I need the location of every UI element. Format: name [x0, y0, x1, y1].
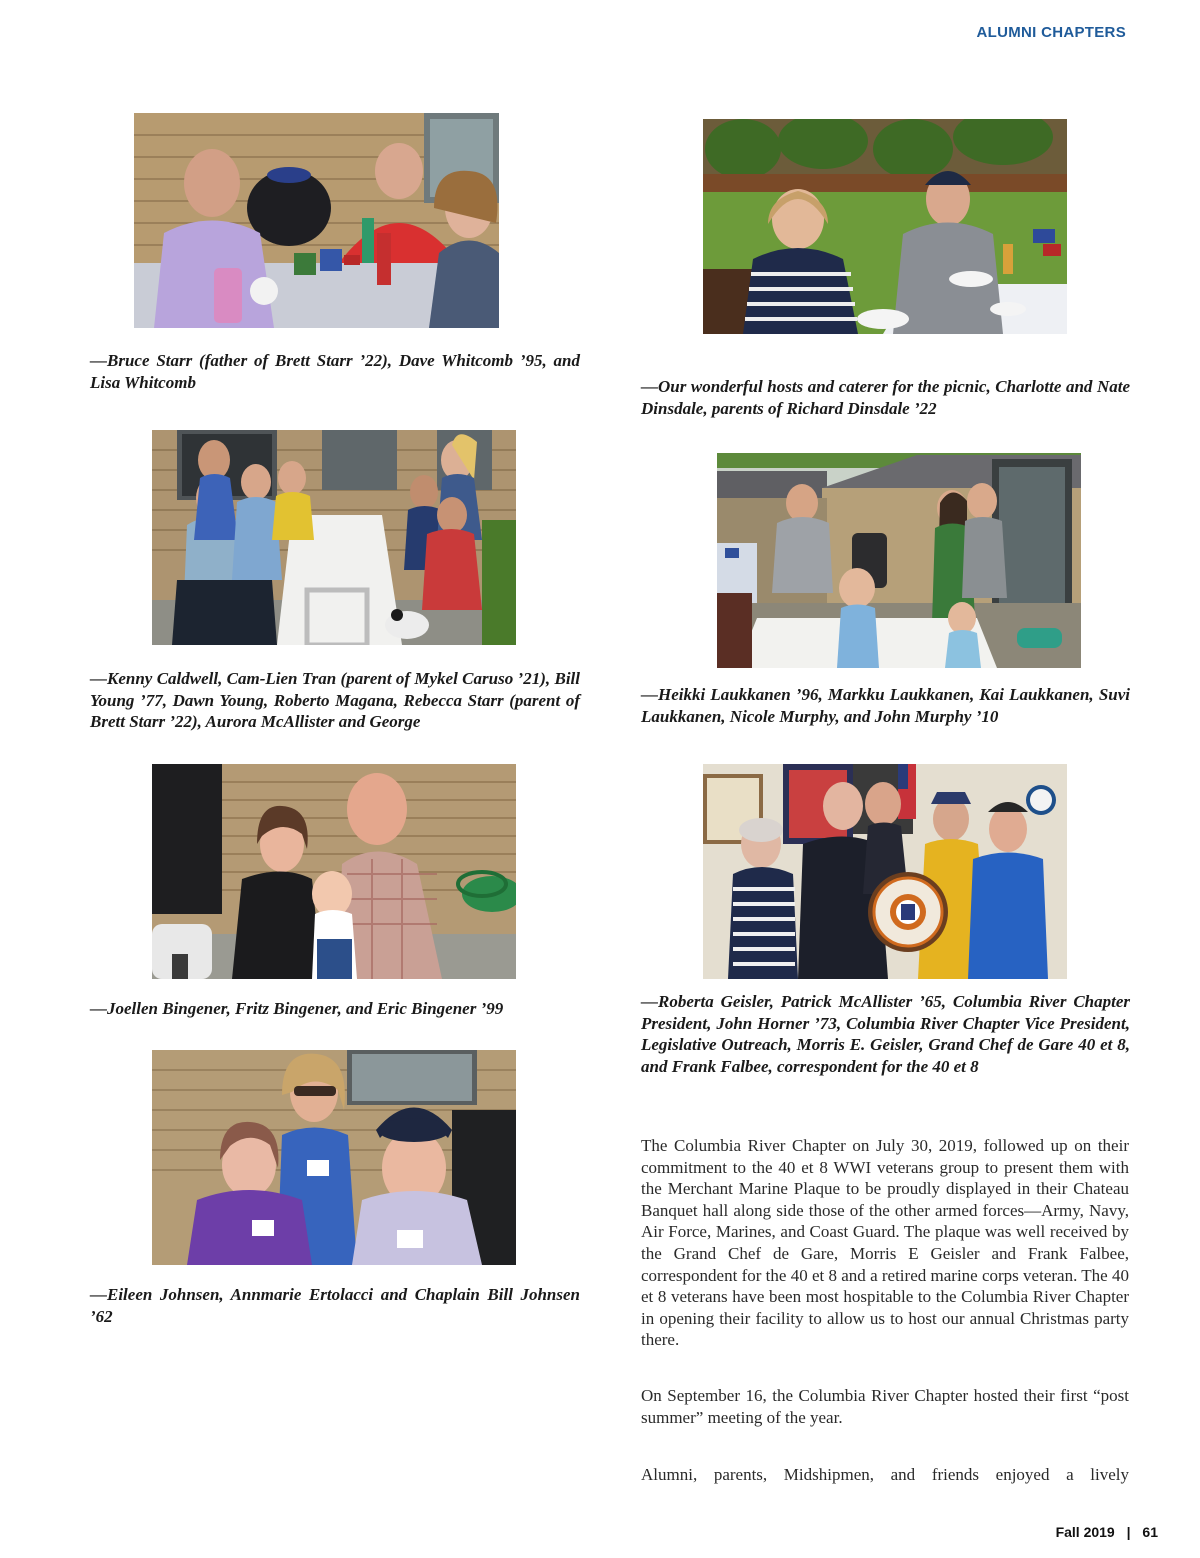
body-paragraph-alumni: Alumni, parents, Midshipmen, and friends enjoyed a lively	[641, 1465, 1129, 1484]
body-paragraph-september: On September 16, the Columbia River Chapter hosted their first “post summer” meeting of the year.	[641, 1386, 1129, 1427]
issue-label: Fall 2019	[1055, 1524, 1115, 1540]
caption-caldwell-group: —Kenny Caldwell, Cam-Lien Tran (parent of Mykel Caruso ’21), Bill Young ’77, Dawn Young, Roberto Magana, Rebecca Starr (parent of Brett Starr ’22), Aurora McAllister and George	[90, 669, 580, 731]
footer-separator: |	[1126, 1524, 1131, 1540]
photo-group-caldwell	[152, 430, 516, 645]
caption-bingener: —Joellen Bingener, Fritz Bingener, and Eric Bingener ’99	[90, 999, 504, 1018]
page-number: 61	[1142, 1524, 1158, 1540]
caption-laukkanen-murphy: —Heikki Laukkanen ’96, Markku Laukkanen, Kai Laukkanen, Suvi Laukkanen, Nicole Murphy, and John Murphy ’10	[641, 685, 1130, 726]
photo-plaque-presentation	[703, 764, 1067, 979]
photo-laukkanen-murphy	[717, 453, 1081, 668]
body-paragraph-plaque: The Columbia River Chapter on July 30, 2019, followed up on their commitment to the 40 et 8 WWI veterans group to present them with the Merchant Marine Plaque to be proudly displayed in their Chateau Banquet hall along side those of the other armed forces—Army, Navy, Air Force, Marines, and Coast Guard. The plaque was well received by the Grand Chef de Gare, Morris E Geisler and Frank Falbee, correspondent for the 40 et 8 and a retired marine corps veteran. The 40 et 8 veterans have been most hospitable to the Columbia River Chapter in opening their facility to allow us to host our annual Christmas party there.	[641, 1136, 1129, 1350]
caption-starr-whitcomb: —Bruce Starr (father of Brett Starr ’22), Dave Whitcomb ’95, and Lisa Whitcomb	[90, 351, 580, 392]
photo-johnsen-ertolacci	[152, 1050, 516, 1265]
caption-johnsen-ertolacci: —Eileen Johnsen, Annmarie Ertolacci and Chaplain Bill Johnsen ’62	[90, 1285, 580, 1326]
photo-bingener-family	[152, 764, 516, 979]
photo-hosts-dinsdale	[703, 119, 1067, 334]
photo-patio-starr-whitcomb	[134, 113, 499, 328]
section-header: ALUMNI CHAPTERS	[976, 24, 1126, 41]
caption-plaque-presentation: —Roberta Geisler, Patrick McAllister ’65, Columbia River Chapter President, John Horner ’73, Columbia River Chapter Vice President, Legislative Outreach, Morris E. Geisler, Grand Chef de Gare 40 et 8, and Frank Falbee, correspondent for the 40 et 8	[641, 992, 1130, 1076]
caption-hosts-dinsdale: —Our wonderful hosts and caterer for the picnic, Charlotte and Nate Dinsdale, parents of Richard Dinsdale ’22	[641, 377, 1130, 418]
page-footer	[1056, 1524, 1158, 1540]
